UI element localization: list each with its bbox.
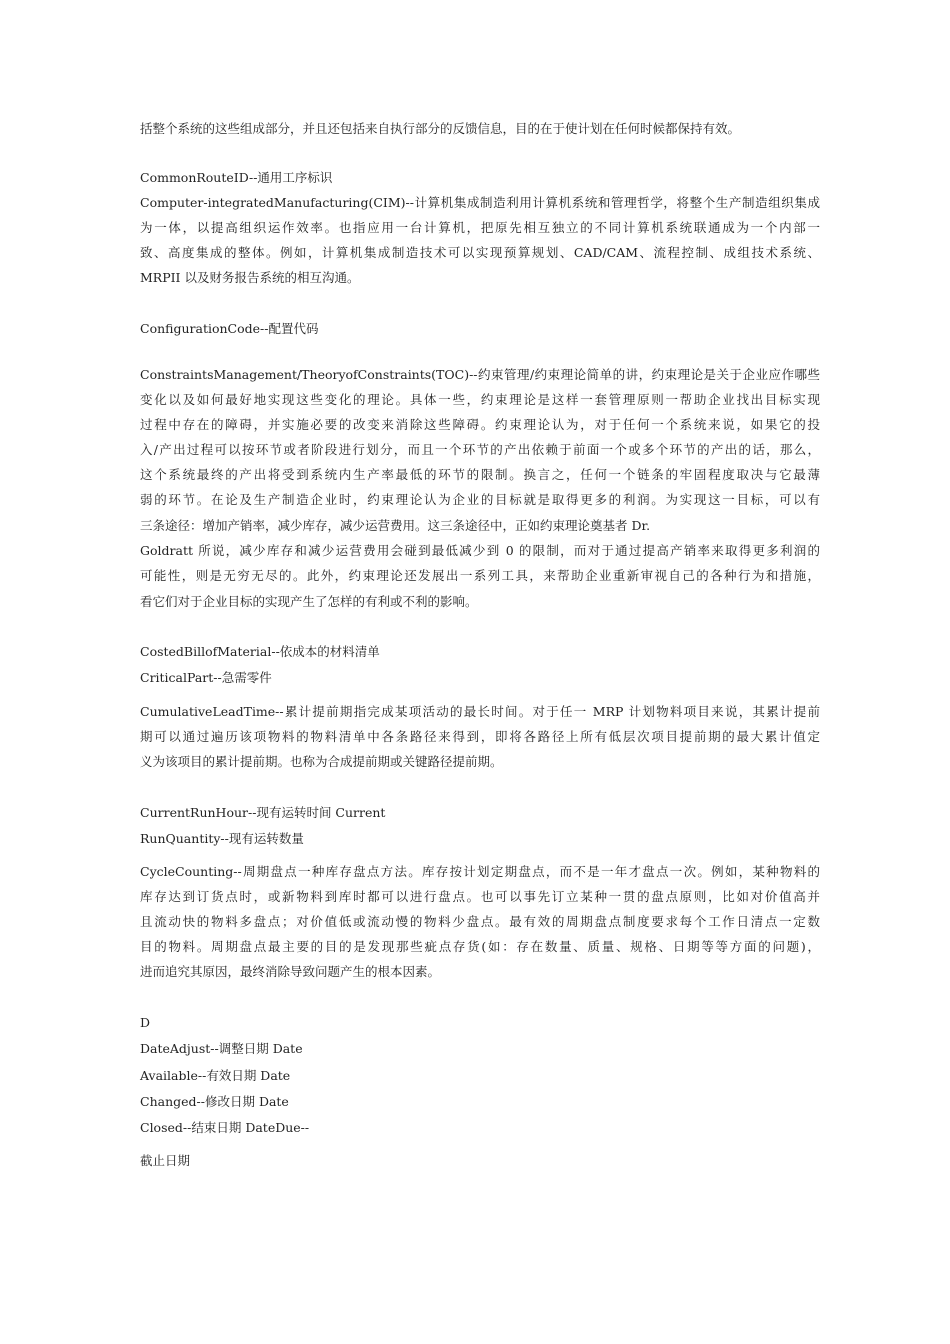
paragraph-line: 这个系统最终的产出将受到系统内生产率最低的环节的限制。换言之，任何一个链条的牢固程度取决与它最薄 <box>140 467 820 482</box>
term-line: Changed--修改日期 Date <box>140 1094 289 1109</box>
paragraph-line: 可能性，则是无穷无尽的。此外，约束理论还发展出一系列工具，来帮助企业重新审视自己的各种行为和措施， <box>140 568 820 583</box>
paragraph-line: Goldratt 所说，减少库存和减少运营费用会碰到最低减少到 0 的限制，而对于通过提高产销率来取得更多利润的 <box>140 543 820 558</box>
paragraph-line: 目的物料。周期盘点最主要的目的是发现那些疵点存货(如：存在数量、质量、规格、日期等等方面的问题)， <box>140 939 820 954</box>
paragraph-line: 为一体，以提高组织运作效率。也指应用一台计算机，把原先相互独立的不同计算机系统联通成为一个内部一 <box>140 220 820 235</box>
paragraph-line: 入/产出过程可以按环节或者阶段进行划分，而且一个环节的产出依赖于前面一个或多个环节的产出的话，那么， <box>140 442 820 457</box>
paragraph-line: 进而追究其原因，最终消除导致问题产生的根本因素。 <box>140 964 441 979</box>
paragraph-line: 期可以通过遍历该项物料的物料清单中各条路径来得到，即将各路径上所有低层次项目提前期的最大累计值定 <box>140 729 820 744</box>
term-line: 截止日期 <box>140 1153 191 1168</box>
term-line: CumulativeLeadTime--累计提前期指完成某项活动的最长时间。对于任一 MRP 计划物料项目来说，其累计提前 <box>140 704 820 719</box>
term-line: CriticalPart--急需零件 <box>140 670 272 685</box>
term-line: CommonRouteID--通用工序标识 <box>140 170 333 185</box>
paragraph-line: 弱的环节。在论及生产制造企业时，约束理论认为企业的目标就是取得更多的利润。为实现这一目标，可以有 <box>140 492 820 507</box>
term-line: Available--有效日期 Date <box>140 1068 291 1083</box>
term-line: Closed--结束日期 DateDue-- <box>140 1120 310 1135</box>
paragraph-line: 过程中存在的障碍，并实施必要的改变来消除这些障碍。约束理论认为，对于任何一个系统来说，如果它的投 <box>140 417 820 432</box>
paragraph-line: 括整个系统的这些组成部分，并且还包括来自执行部分的反馈信息，目的在于使计划在任何时候都保持有效。 <box>140 121 741 136</box>
paragraph-line: 三条途径：增加产销率，减少库存，减少运营费用。这三条途径中，正如约束理论奠基者 Dr. <box>140 518 651 533</box>
term-line: DateAdjust--调整日期 Date <box>140 1041 303 1056</box>
paragraph-line: MRPII 以及财务报告系统的相互沟通。 <box>140 270 360 285</box>
term-line: ConstraintsManagement/TheoryofConstraints(TOC)--约束管理/约束理论简单的讲，约束理论是关于企业应作哪些 <box>140 367 820 382</box>
term-line: Computer-integratedManufacturing(CIM)--计算机集成制造利用计算机系统和管理哲学，将整个生产制造组织集成 <box>140 195 820 210</box>
term-line: RunQuantity--现有运转数量 <box>140 831 304 846</box>
paragraph-line: 致、高度集成的整体。例如，计算机集成制造技术可以实现预算规划、CAD/CAM、流程控制、成组技术系统、 <box>140 245 820 260</box>
term-line: CurrentRunHour--现有运转时间 Current <box>140 805 386 820</box>
term-line: ConfigurationCode--配置代码 <box>140 321 319 336</box>
term-line: CycleCounting--周期盘点一种库存盘点方法。库存按计划定期盘点，而不是一年才盘点一次。例如，某种物料的 <box>140 864 820 879</box>
paragraph-line: 义为该项目的累计提前期。也称为合成提前期或关键路径提前期。 <box>140 754 503 769</box>
paragraph-line: 且流动快的物料多盘点；对价值低或流动慢的物料少盘点。最有效的周期盘点制度要求每个工作日清点一定数 <box>140 914 820 929</box>
term-line: CostedBillofMaterial--依成本的材料清单 <box>140 644 380 659</box>
paragraph-line: 看它们对于企业目标的实现产生了怎样的有利或不利的影响。 <box>140 594 478 609</box>
section-letter: D <box>140 1015 151 1030</box>
paragraph-line: 变化以及如何最好地实现这些变化的理论。具体一些，约束理论是这样一套管理原则一帮助企业找出目标实现 <box>140 392 820 407</box>
paragraph-line: 库存达到订货点时，或新物料到库时都可以进行盘点。也可以事先订立某种一贯的盘点原则，比如对价值高并 <box>140 889 820 904</box>
